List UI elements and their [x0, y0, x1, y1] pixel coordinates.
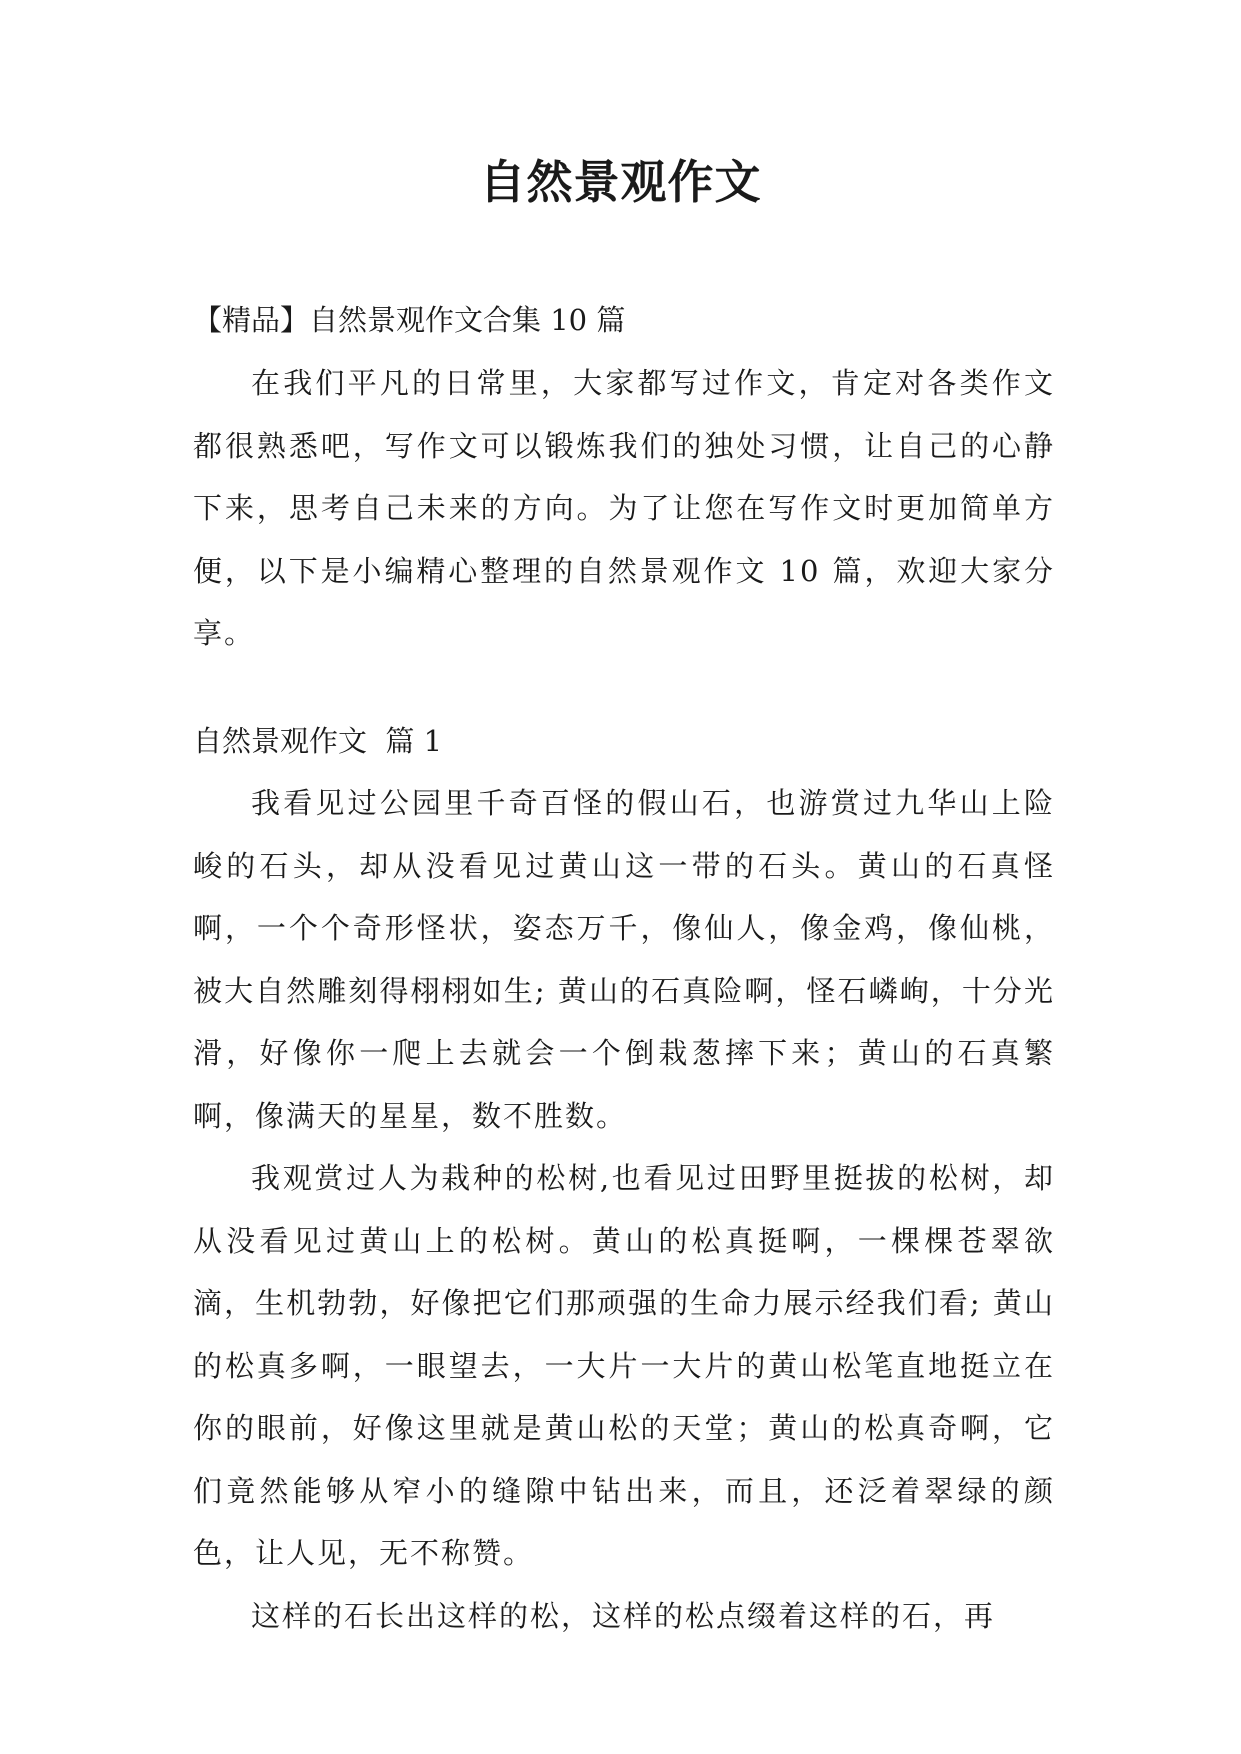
section-heading: 自然景观作文 篇 1: [193, 723, 443, 758]
intro-paragraph: 在我们平凡的日常里，大家都写过作文，肯定对各类作文都很熟悉吧，写作文可以锻炼我们的独处习惯，让自己的心静下来，思考自己未来的方向。为了让您在写作文时更加简单方便，以下是小编精心整理的自然景观作文 10 篇，欢迎大家分享。: [193, 366, 1055, 650]
section-paragraph: 这样的石长出这样的松，这样的松点缀着这样的石，再: [251, 1598, 996, 1633]
document-body: [193, 289, 1055, 1647]
section-paragraph: 我看见过公园里千奇百怪的假山石，也游赏过九华山上险峻的石头，却从没看见过黄山这一带的石头。黄山的石真怪啊，一个个奇形怪状，姿态万千，像仙人，像金鸡，像仙桃，被大自然雕刻得栩栩如生; 黄山的石真险啊，怪石嶙峋，十分光滑，好像你一爬上去就会一个倒栽葱摔下来；黄山的石真繁啊，像满天的星星，数不胜数。: [193, 786, 1055, 1133]
document-subtitle: 【精品】自然景观作文合集 10 篇: [193, 303, 626, 337]
section-paragraph: 我观赏过人为栽种的松树,也看见过田野里挺拔的松树，却从没看见过黄山上的松树。黄山的松真挺啊，一棵棵苍翠欲滴，生机勃勃，好像把它们那顽强的生命力展示经我们看; 黄山的松真多啊，一眼望去，一大片一大片的黄山松笔直地挺立在你的眼前，好像这里就是黄山松的天堂；黄山的松真奇啊，它们竟然能够从窄小的缝隙中钻出来，而且，还泛着翠绿的颜色，让人见，无不称赞。: [193, 1161, 1055, 1570]
document-title: 自然景观作文: [479, 155, 762, 209]
